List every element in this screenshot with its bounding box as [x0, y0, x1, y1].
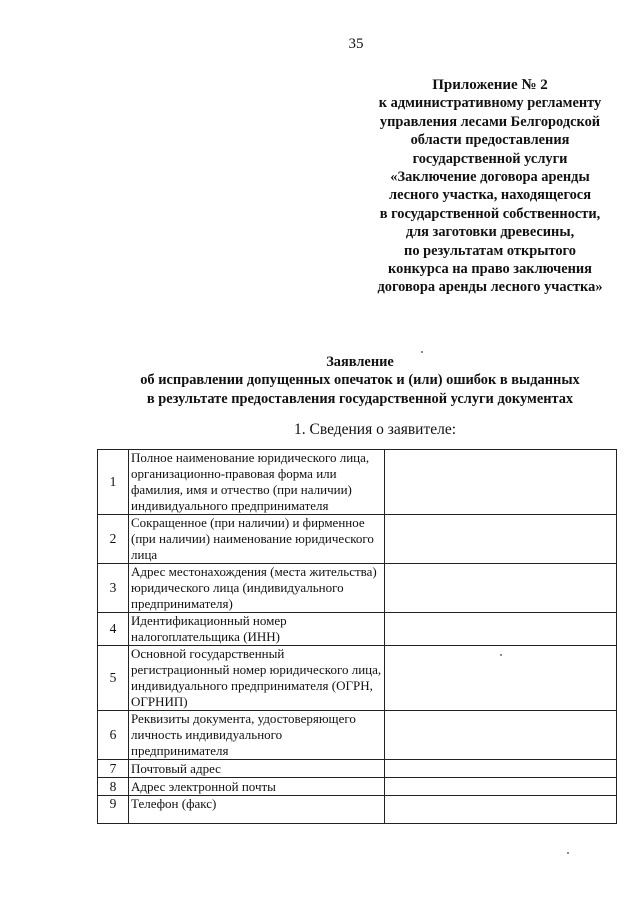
applicant-info-table: [97, 449, 617, 824]
row-label: [129, 778, 385, 796]
row-number: 8: [98, 778, 129, 796]
appendix-title: Приложение № 2: [432, 77, 548, 93]
row-label: [129, 564, 385, 613]
scan-speck: [421, 351, 423, 353]
row-number: 9: [98, 796, 129, 824]
table-row: [98, 515, 617, 564]
appendix-line: государственной услуги: [412, 150, 568, 167]
row-label: [129, 711, 385, 760]
table-row: [98, 778, 617, 796]
appendix-line: области предоставления: [410, 132, 570, 149]
row-label-text: Почтовый адрес: [131, 760, 221, 776]
row-value[interactable]: [385, 450, 617, 515]
statement-title: Заявление: [326, 354, 394, 370]
statement-line: об исправлении допущенных опечаток и (или) ошибок в выданных: [140, 372, 580, 389]
scan-speck: [500, 654, 502, 656]
row-number: 4: [98, 613, 129, 646]
appendix-line: по результатам открытого: [404, 242, 576, 259]
appendix-line: в государственной собственности,: [379, 205, 601, 222]
row-number: 1: [98, 450, 129, 515]
appendix-header: [360, 76, 620, 297]
section-title: 1. Сведения о заявителе:: [294, 421, 457, 438]
appendix-line: управления лесами Белгородской: [379, 113, 601, 130]
row-label: [129, 450, 385, 515]
row-label-text: Идентификационный номер налогоплательщика (ИНН): [131, 613, 287, 644]
appendix-line: «Заключение договора аренды: [390, 169, 590, 186]
table-row: [98, 796, 617, 824]
appendix-line: договора аренды лесного участка»: [377, 279, 603, 296]
row-label: [129, 760, 385, 778]
table-row: [98, 760, 617, 778]
row-number: 2: [98, 515, 129, 564]
row-value[interactable]: [385, 711, 617, 760]
row-value[interactable]: [385, 564, 617, 613]
row-number: 5: [98, 646, 129, 711]
statement-heading: [100, 353, 620, 408]
table-row: [98, 450, 617, 515]
row-label-text: Адрес электронной почты: [131, 778, 276, 794]
row-label-text: Полное наименование юридического лица, организационно-правовая форма или фамилия, имя и отчество (при наличии) индивидуального предпринимателя: [131, 450, 370, 513]
table-row: [98, 711, 617, 760]
appendix-line: к административному регламенту: [378, 95, 602, 112]
table-row: [98, 613, 617, 646]
row-value[interactable]: [385, 613, 617, 646]
row-label-text: Адрес местонахождения (места жительства) юридического лица (индивидуального предпринимателя): [131, 564, 377, 611]
scan-speck: [567, 852, 569, 854]
row-label-text: Реквизиты документа, удостоверяющего личность индивидуального предпринимателя: [131, 711, 356, 758]
row-label: [129, 613, 385, 646]
row-value[interactable]: [385, 778, 617, 796]
appendix-line: конкурса на право заключения: [388, 261, 592, 278]
row-value[interactable]: [385, 760, 617, 778]
appendix-line: для заготовки древесины,: [405, 224, 575, 241]
row-value[interactable]: [385, 796, 617, 824]
row-label-text: Телефон (факс): [131, 796, 217, 811]
table-row: [98, 564, 617, 613]
row-label: [129, 515, 385, 564]
row-label: [129, 646, 385, 711]
row-label-text: Основной государственный регистрационный номер юридического лица, индивидуального предпринимателя (ОГРН, ОГРНИП): [131, 646, 382, 709]
row-number: 6: [98, 711, 129, 760]
row-label: [129, 796, 385, 824]
page-number: 35: [348, 36, 364, 52]
statement-line: в результате предоставления государственной услуги документах: [146, 390, 574, 407]
row-number: 3: [98, 564, 129, 613]
table-row: [98, 646, 617, 711]
row-number: 7: [98, 760, 129, 778]
appendix-line: лесного участка, находящегося: [389, 187, 591, 204]
row-label-text: Сокращенное (при наличии) и фирменное (при наличии) наименование юридического лица: [131, 515, 374, 562]
row-value[interactable]: [385, 515, 617, 564]
